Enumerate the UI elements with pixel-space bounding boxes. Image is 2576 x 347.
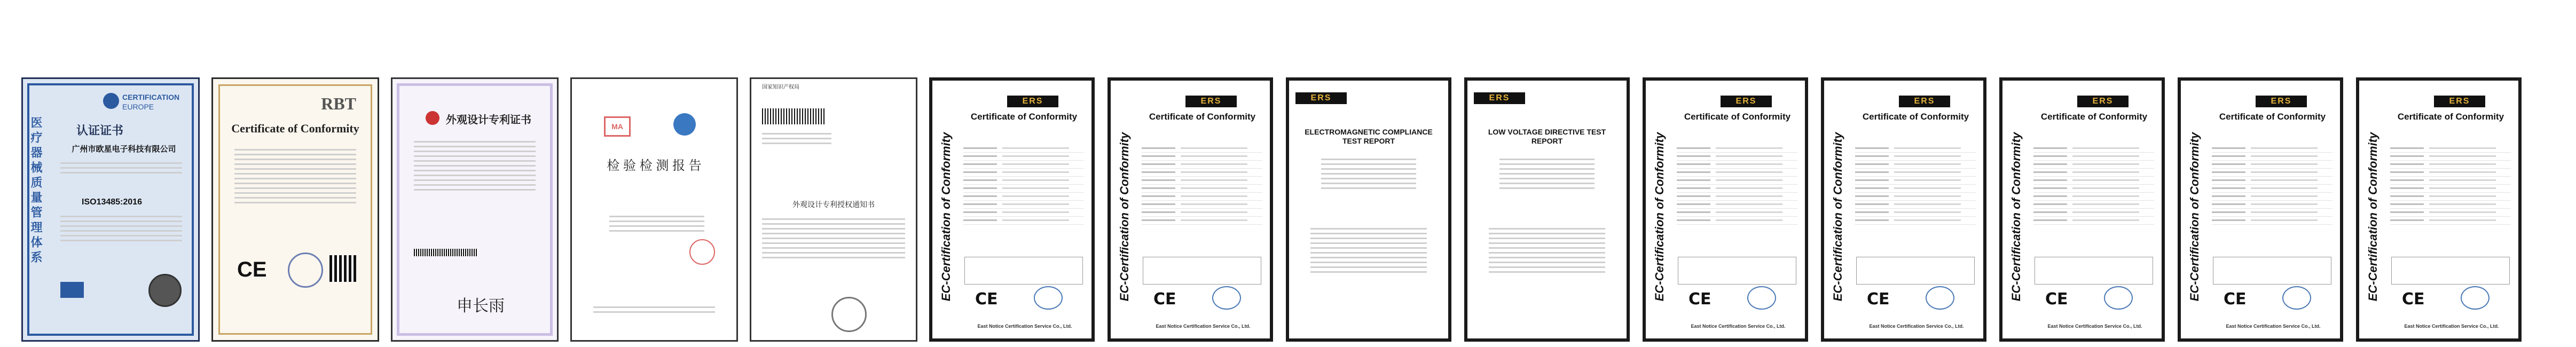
notice-text-lines bbox=[762, 215, 905, 262]
ec-footer: East Notice Certification Service Co., Ltd. bbox=[1869, 324, 1964, 329]
ec-standards-box bbox=[1678, 257, 1796, 285]
cma-logo: MA bbox=[604, 116, 631, 137]
ec-title: Certificate of Conformity bbox=[2397, 112, 2504, 122]
rbt-certificate[interactable] bbox=[211, 77, 379, 342]
notice-stamp bbox=[831, 297, 867, 332]
iso-standard: ISO13485:2016 bbox=[82, 198, 142, 207]
ec-title: Certificate of Conformity bbox=[2040, 112, 2148, 122]
ec-footer: East Notice Certification Service Co., Ltd. bbox=[1156, 324, 1251, 329]
ers-logo: ERS bbox=[2256, 96, 2307, 107]
iso-title: 认证证书 bbox=[76, 124, 124, 137]
ec-standards-box bbox=[1143, 257, 1261, 285]
ers-seal-icon bbox=[2282, 286, 2311, 310]
lvd-test-report[interactable] bbox=[1464, 77, 1630, 342]
ers-logo: ERS bbox=[2077, 96, 2129, 107]
ers-logo: ERS bbox=[1721, 96, 1772, 107]
iso-scope-lines bbox=[60, 212, 182, 245]
ec-footer: East Notice Certification Service Co., Ltd. bbox=[2226, 324, 2321, 329]
iso-certificate[interactable] bbox=[21, 77, 200, 342]
national-emblem-icon bbox=[426, 111, 439, 125]
report-title: 检 验 检 测 报 告 bbox=[607, 159, 702, 173]
ce-mark: CE bbox=[975, 290, 998, 309]
rbt-stamp bbox=[288, 253, 323, 288]
rbt-title: Certificate of Conformity bbox=[231, 122, 359, 135]
ec-standards-box bbox=[2391, 257, 2510, 285]
ec-details-table bbox=[1142, 145, 1262, 225]
ce-mark: CE bbox=[2045, 290, 2068, 309]
lvd-address-lines bbox=[1489, 225, 1605, 276]
iso-side-text: 医疗器械质量管理体系 bbox=[29, 116, 43, 266]
ers-seal-icon bbox=[1034, 286, 1063, 310]
inspection-logo-icon bbox=[673, 113, 696, 136]
ers-seal-icon bbox=[2104, 286, 2133, 310]
ce-mark: CE bbox=[1688, 290, 1711, 309]
ec-certificate-1[interactable] bbox=[929, 77, 1095, 342]
ec-certificate-2[interactable] bbox=[1108, 77, 1273, 342]
ec-certificate-6[interactable] bbox=[2178, 77, 2343, 342]
ec-side-text: EC-Certification of Conformity bbox=[939, 132, 953, 302]
iso-text-lines bbox=[60, 159, 182, 177]
certification-europe-logo: CERTIFICATION EUROPE bbox=[103, 91, 183, 114]
iso-company: 广州市欧星电子科技有限公司 bbox=[72, 145, 176, 154]
patent-text-lines bbox=[414, 138, 536, 194]
qr-code-icon bbox=[329, 255, 356, 282]
certificate-gallery bbox=[21, 77, 2563, 344]
emc-test-report[interactable] bbox=[1286, 77, 1451, 342]
ec-footer: East Notice Certification Service Co., Ltd. bbox=[1691, 324, 1786, 329]
ec-footer: East Notice Certification Service Co., Ltd. bbox=[2404, 324, 2499, 329]
ec-certificate-5[interactable] bbox=[1999, 77, 2165, 342]
ers-logo: ERS bbox=[1474, 92, 1525, 104]
ce-mark: CE bbox=[1153, 290, 1176, 309]
ec-title: Certificate of Conformity bbox=[1862, 112, 1969, 122]
ec-certificate-7[interactable] bbox=[2356, 77, 2522, 342]
lvd-text-lines bbox=[1499, 155, 1595, 192]
eu-stars-icon bbox=[103, 93, 119, 109]
ce-mark: CE bbox=[2402, 290, 2425, 309]
ers-logo: ERS bbox=[1295, 92, 1347, 104]
ers-logo: ERS bbox=[1007, 96, 1058, 107]
ers-seal-icon bbox=[1212, 286, 1241, 310]
notice-barcode bbox=[762, 108, 826, 124]
ers-seal-icon bbox=[2461, 286, 2489, 310]
iso-badge bbox=[60, 282, 84, 298]
rbt-logo: RBT bbox=[321, 94, 356, 113]
ec-footer: East Notice Certification Service Co., Ltd. bbox=[2047, 324, 2142, 329]
ec-details-table bbox=[1855, 145, 1976, 225]
notice-address-lines bbox=[762, 130, 831, 147]
ers-logo: ERS bbox=[1185, 96, 1237, 107]
ec-standards-box bbox=[1856, 257, 1975, 285]
ec-standards-box bbox=[2035, 257, 2153, 285]
design-patent-certificate[interactable] bbox=[391, 77, 559, 342]
ec-title: Certificate of Conformity bbox=[970, 112, 1078, 122]
ec-side-text: EC-Certification of Conformity bbox=[2009, 132, 2023, 302]
patent-barcode bbox=[414, 249, 478, 256]
emc-title: ELECTROMAGNETIC COMPLIANCE TEST REPORT bbox=[1305, 128, 1433, 145]
report-info-lines bbox=[609, 212, 704, 235]
patent-title: 外观设计专利证书 bbox=[446, 114, 531, 126]
ec-details-table bbox=[2033, 145, 2154, 225]
ec-details-table bbox=[963, 145, 1084, 225]
ec-side-text: EC-Certification of Conformity bbox=[1831, 132, 1844, 302]
patent-grant-notice[interactable] bbox=[750, 77, 917, 342]
ec-footer: East Notice Certification Service Co., Ltd. bbox=[977, 324, 1072, 329]
ers-seal-icon bbox=[1747, 286, 1776, 310]
ec-side-text: EC-Certification of Conformity bbox=[1653, 132, 1666, 302]
ec-certificate-4[interactable] bbox=[1821, 77, 1986, 342]
iso-seal bbox=[148, 274, 182, 307]
notice-header: 国家知识产权局 bbox=[762, 84, 799, 90]
ce-mark: CE bbox=[1867, 290, 1890, 309]
patent-signature: 申长雨 bbox=[457, 297, 505, 316]
ec-title: Certificate of Conformity bbox=[2219, 112, 2326, 122]
ec-details-table bbox=[2390, 145, 2511, 225]
ce-mark: CE bbox=[2224, 290, 2247, 309]
emc-address-lines bbox=[1310, 225, 1427, 276]
notice-title: 外观设计专利授权通知书 bbox=[792, 200, 875, 209]
ec-details-table bbox=[1677, 145, 1797, 225]
rbt-ce-mark: CE bbox=[237, 258, 267, 281]
ec-details-table bbox=[2212, 145, 2332, 225]
emc-text-lines bbox=[1321, 155, 1416, 192]
inspection-report[interactable] bbox=[570, 77, 738, 342]
ec-certificate-3[interactable] bbox=[1643, 77, 1808, 342]
ers-seal-icon bbox=[1926, 286, 1954, 310]
ers-logo: ERS bbox=[1899, 96, 1950, 107]
ec-standards-box bbox=[964, 257, 1083, 285]
report-footer-lines bbox=[593, 303, 715, 316]
ers-logo: ERS bbox=[2434, 96, 2485, 107]
ec-title: Certificate of Conformity bbox=[1684, 112, 1791, 122]
report-seal bbox=[689, 239, 715, 265]
ec-standards-box bbox=[2213, 257, 2331, 285]
ec-title: Certificate of Conformity bbox=[1149, 112, 1256, 122]
ec-side-text: EC-Certification of Conformity bbox=[1118, 132, 1131, 302]
rbt-text-lines bbox=[234, 146, 356, 207]
ec-side-text: EC-Certification of Conformity bbox=[2188, 132, 2201, 302]
ec-side-text: EC-Certification of Conformity bbox=[2366, 132, 2379, 302]
lvd-title: LOW VOLTAGE DIRECTIVE TEST REPORT bbox=[1488, 128, 1606, 145]
